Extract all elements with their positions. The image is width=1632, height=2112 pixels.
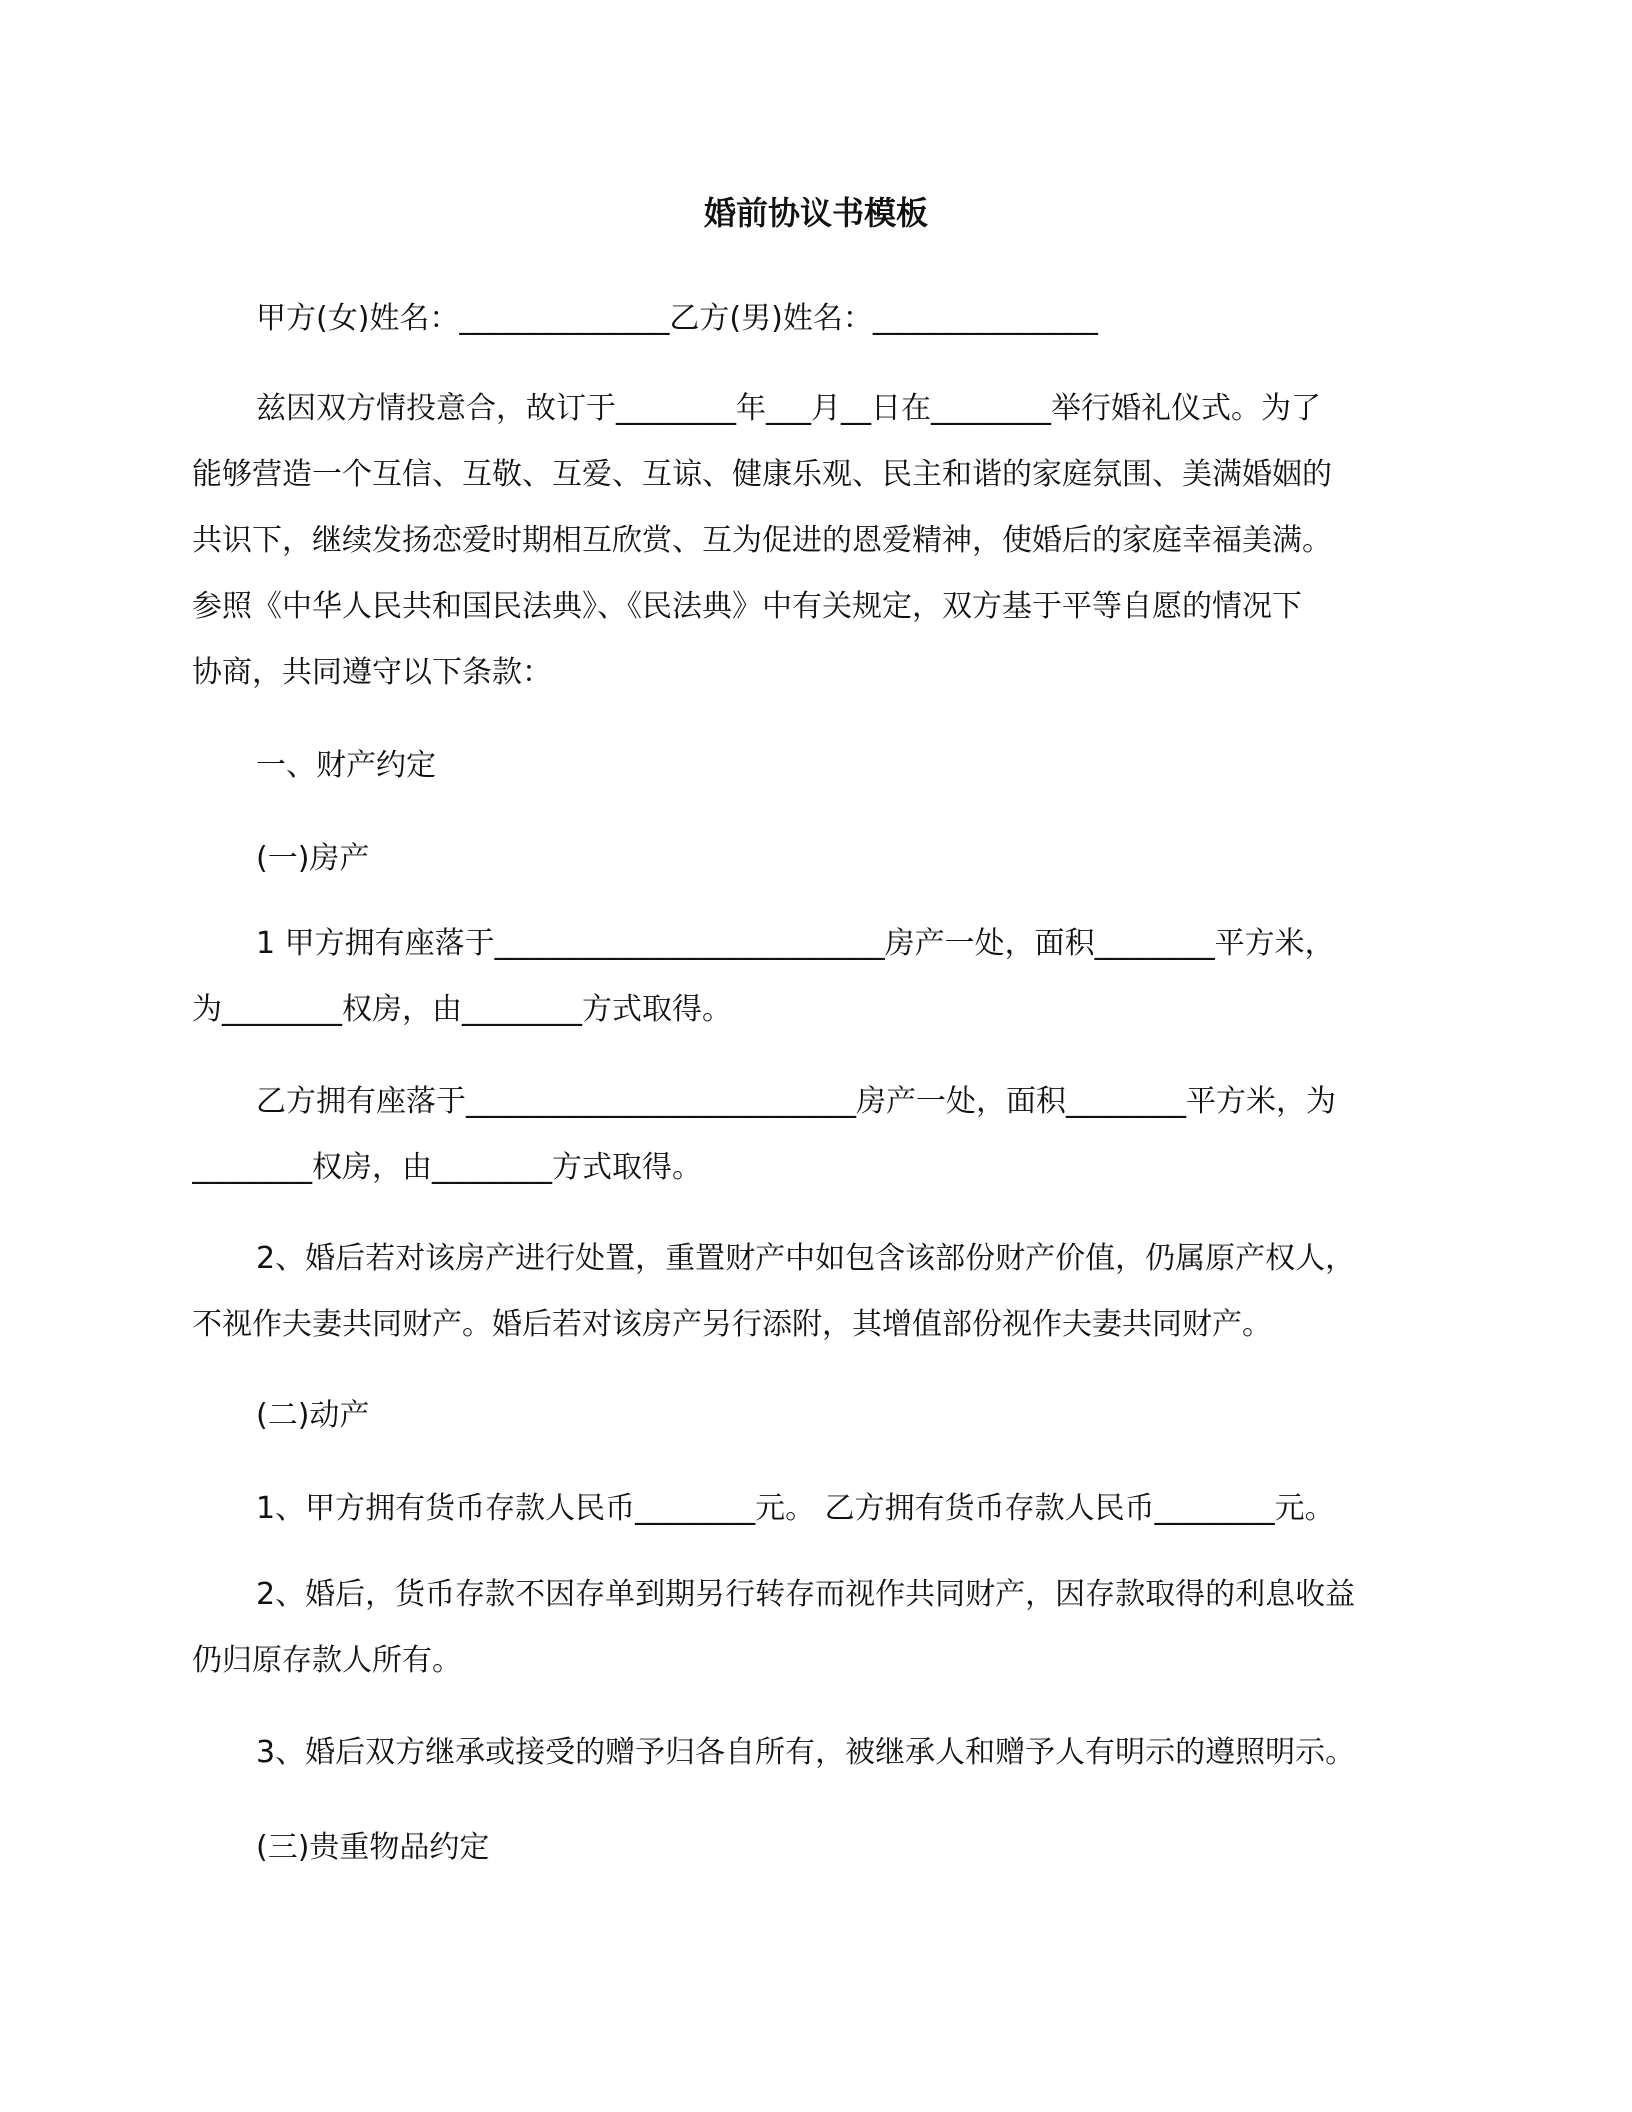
paragraph-line: 仍归原存款人所有。: [192, 1643, 462, 1678]
paragraph-line: 2、婚后若对该房产进行处置，重置财产中如包含该部份财产价值，仍属原产权人，: [256, 1241, 1356, 1276]
house-party-b-paragraph: [192, 1069, 1440, 1201]
intro-line: 协商，共同遵守以下条款：: [192, 655, 552, 690]
house-disposal-paragraph: [192, 1226, 1440, 1358]
section-heading-property: 一、财产约定: [256, 748, 436, 783]
paragraph-line: 1、甲方拥有货币存款人民币________元。 乙方拥有货币存款人民币________元。: [256, 1491, 1335, 1526]
parties-line: 甲方(女)姓名：______________乙方(男)姓名：_______________: [256, 301, 1098, 336]
paragraph-line: ________权房，由________方式取得。: [192, 1150, 702, 1185]
intro-line: 能够营造一个互信、互敬、互爱、互谅、健康乐观、民主和谐的家庭氛围、美满婚姻的: [192, 457, 1332, 492]
movables-interest-paragraph: [192, 1562, 1440, 1694]
movables-inheritance-paragraph: [192, 1720, 1440, 1786]
paragraph-line: 不视作夫妻共同财产。婚后若对该房产另行添附，其增值部份视作夫妻共同财产。: [192, 1307, 1272, 1342]
intro-line: 兹因双方情投意合，故订于________年___月__日在________举行婚礼仪式。为了: [256, 391, 1321, 426]
intro-paragraph: [192, 376, 1440, 706]
subsection-heading-valuables: (三)贵重物品约定: [256, 1830, 490, 1865]
intro-line: 共识下，继续发扬恋爱时期相互欣赏、互为促进的恩爱精神，使婚后的家庭幸福美满。: [192, 523, 1332, 558]
paragraph-line: 乙方拥有座落于__________________________房产一处，面积________平方米，为: [256, 1084, 1336, 1119]
subsection-heading-movables: (二)动产: [256, 1398, 370, 1433]
document-title: 婚前协议书模板: [703, 194, 928, 232]
intro-line: 参照《中华人民共和国民法典》、《民法典》中有关规定，双方基于平等自愿的情况下: [192, 589, 1302, 624]
paragraph-line: 为________权房，由________方式取得。: [192, 992, 732, 1027]
paragraph-line: 2、婚后，货币存款不因存单到期另行转存而视作共同财产，因存款取得的利息收益: [256, 1577, 1356, 1612]
house-party-a-paragraph: [192, 911, 1440, 1043]
movables-deposit-paragraph: [192, 1476, 1440, 1542]
paragraph-line: 3、婚后双方继承或接受的赠予归各自所有，被继承人和赠予人有明示的遵照明示。: [256, 1735, 1356, 1770]
paragraph-line: 1 甲方拥有座落于__________________________房产一处，面积________平方米，: [256, 926, 1335, 961]
subsection-heading-house: (一)房产: [256, 841, 370, 876]
